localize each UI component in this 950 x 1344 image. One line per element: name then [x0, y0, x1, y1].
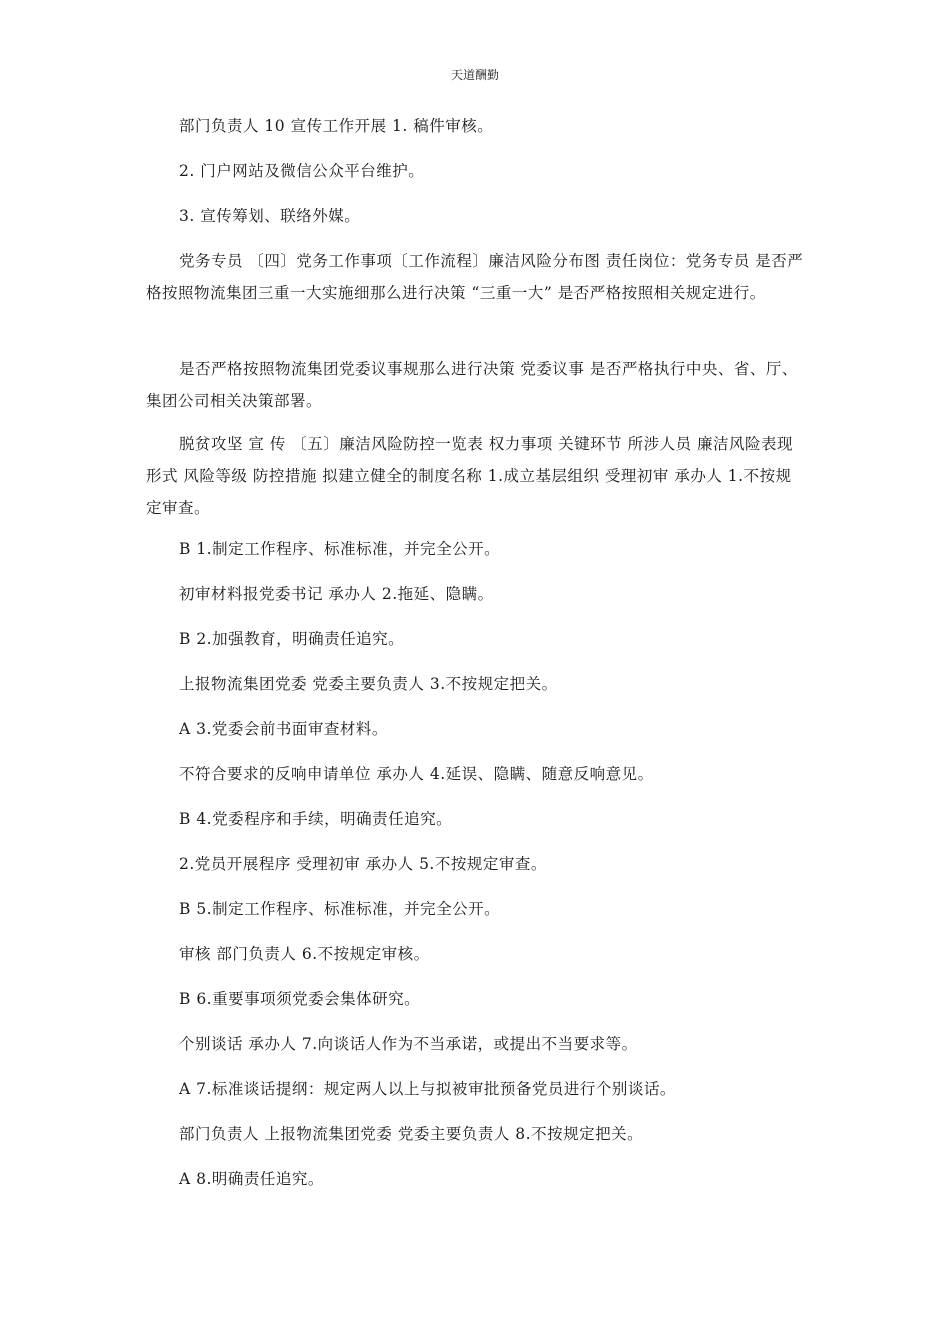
paragraph: 2. 门户网站及微信公众平台维护。 — [179, 162, 425, 180]
paragraph: 3. 宣传筹划、联络外媒。 — [179, 207, 361, 225]
paragraph: B 6.重要事项须党委会集体研究。 — [179, 990, 421, 1008]
paragraph: 部门负责人 10 宣传工作开展 1. 稿件审核。 — [179, 117, 494, 135]
paragraph: 2.党员开展程序 受理初审 承办人 5.不按规定审查。 — [179, 855, 547, 873]
paragraph: 个别谈话 承办人 7.向谈话人作为不当承诺，或提出不当要求等。 — [179, 1035, 638, 1053]
paragraph: 不符合要求的反响申请单位 承办人 4.延误、隐瞒、随意反响意见。 — [179, 765, 654, 783]
paragraph: 党务专员 〔四〕党务工作事项〔工作流程〕廉洁风险分布图 责任岗位：党务专员 是否严格按照物流集团三重一大实施细那么进行决策 “三重一大” 是否严格按照相关规定进行。 — [146, 252, 804, 302]
paragraph: 上报物流集团党委 党委主要负责人 3.不按规定把关。 — [179, 675, 558, 693]
page-header: 天道酬勤 — [450, 68, 499, 82]
paragraph: A 8.明确责任追究。 — [179, 1170, 324, 1188]
paragraph: 部门负责人 上报物流集团党委 党委主要负责人 8.不按规定把关。 — [179, 1125, 644, 1143]
paragraph: B 4.党委程序和手续，明确责任追究。 — [179, 810, 453, 828]
paragraph: A 3.党委会前书面审查材料。 — [179, 720, 388, 738]
paragraph: 审核 部门负责人 6.不按规定审核。 — [179, 945, 430, 963]
paragraph: 脱贫攻坚 宣 传 〔五〕廉洁风险防控一览表 权力事项 关键环节 所涉人员 廉洁风险表现形式 风险等级 防控措施 拟建立健全的制度名称 1.成立基层组织 受理初审 承办人 1.不按规定审查。 — [146, 435, 793, 517]
paragraph: B 2.加强教育，明确责任追究。 — [179, 630, 405, 648]
paragraph: 初审材料报党委书记 承办人 2.拖延、隐瞒。 — [179, 585, 494, 603]
paragraph: 是否严格按照物流集团党委议事规那么进行决策 党委议事 是否严格执行中央、省、厅、集团公司相关决策部署。 — [146, 360, 798, 410]
paragraph: B 5.制定工作程序、标准标准，并完全公开。 — [179, 900, 501, 918]
paragraph: A 7.标准谈话提纲：规定两人以上与拟被审批预备党员进行个别谈话。 — [179, 1080, 676, 1098]
paragraph: B 1.制定工作程序、标准标准，并完全公开。 — [179, 540, 501, 558]
